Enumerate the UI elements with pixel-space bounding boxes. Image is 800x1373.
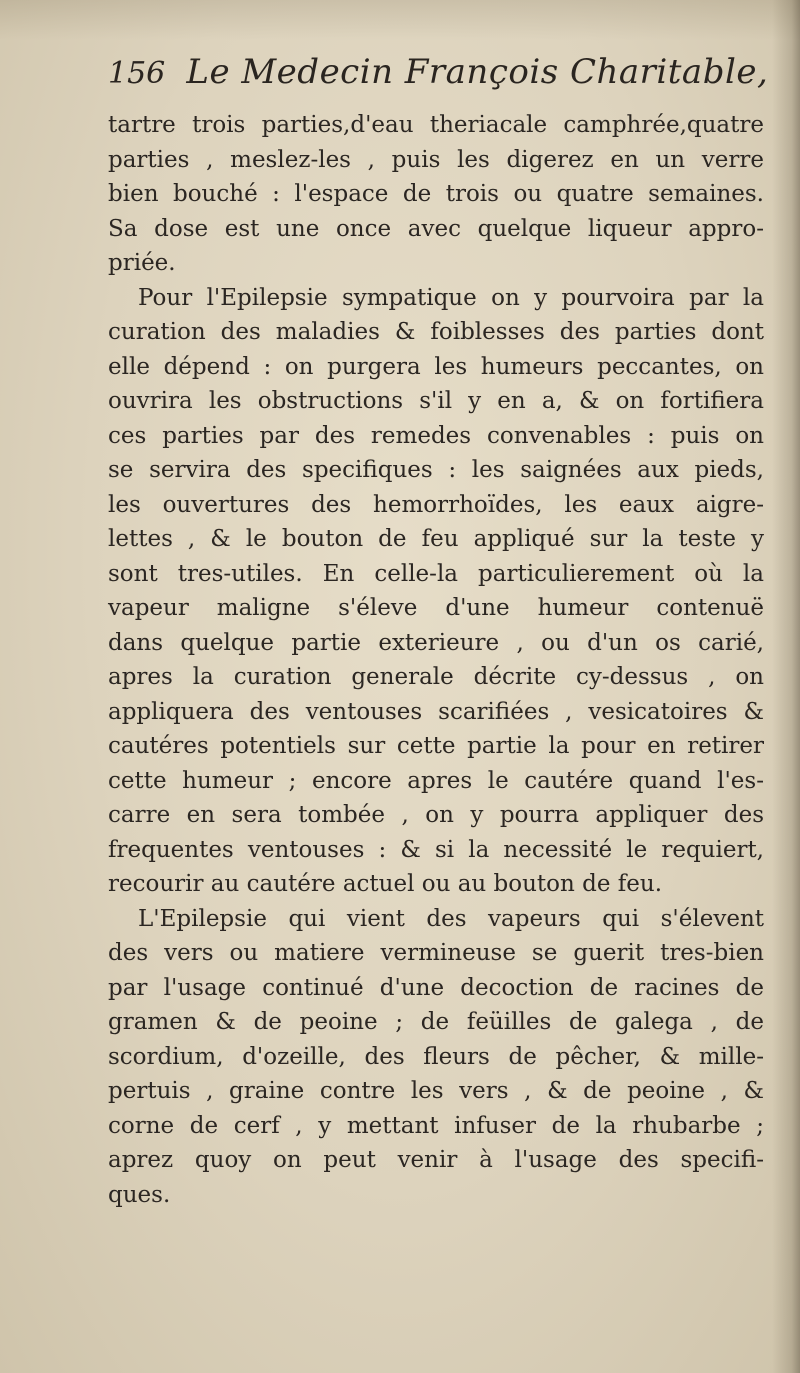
text-line: gramen & de peoine ; de feüilles de galega , de <box>108 1009 764 1035</box>
text-line: appliquera des ventouses scarifiées , vesicatoires & <box>108 698 764 725</box>
text-line: cautéres potentiels sur cette partie la pour en retirer <box>108 733 764 759</box>
text-line: par l'usage continué d'une decoction de racines de <box>108 974 764 1001</box>
page-header <box>108 52 769 104</box>
text-line: cette humeur ; encore apres le cautére quand l'es- <box>108 767 764 794</box>
text-line: dans quelque partie exterieure , ou d'un os carié, <box>108 629 764 656</box>
text-line: des vers ou matiere vermineuse se guerit tres-bien <box>108 940 764 966</box>
text-line: Sa dose est une once avec quelque liqueur appro- <box>108 215 764 242</box>
text-line: curation des maladies & foiblesses des parties dont <box>108 319 764 345</box>
body-text <box>108 108 764 1212</box>
text-line: pertuis , graine contre les vers , & de peoine , & <box>108 1078 764 1104</box>
text-line: aprez quoy on peut venir à l'usage des specifi- <box>108 1147 764 1173</box>
text-line: tartre trois parties,d'eau theriacale camphrée,quatre <box>108 112 764 138</box>
running-head: Le Medecin François Charitable, <box>186 52 769 92</box>
text-line: bien bouché : l'espace de trois ou quatre semaines. <box>108 181 764 207</box>
text-line: frequentes ventouses : & si la necessité le requiert, <box>108 836 764 863</box>
page-top-shadow <box>0 0 800 40</box>
text-line: se servira des specifiques : les saignées aux pieds, <box>108 457 764 483</box>
text-line: priée. <box>108 250 176 276</box>
text-line: ques. <box>108 1181 171 1208</box>
text-line: apres la curation generale décrite cy-dessus , on <box>108 664 764 690</box>
text-line: lettes , & le bouton de feu appliqué sur la teste y <box>108 526 764 552</box>
page-number: 156 <box>108 56 166 91</box>
text-line: les ouvertures des hemorrhoïdes, les eaux aigre- <box>108 491 764 518</box>
text-line: recourir au cautére actuel ou au bouton de feu. <box>108 871 663 897</box>
text-line: vapeur maligne s'éleve d'une humeur contenuë <box>108 595 764 621</box>
text-line: corne de cerf , y mettant infuser de la rhubarbe ; <box>108 1112 764 1139</box>
text-line: carre en sera tombée , on y pourra appliquer des <box>108 802 764 828</box>
text-line: parties , meslez-les , puis les digerez en un verre <box>108 146 764 173</box>
text-line: sont tres-utiles. En celle-la particulierement où la <box>108 560 764 587</box>
text-line: ouvrira les obstructions s'il y en a, & on fortifiera <box>108 388 764 414</box>
page-gutter-shadow <box>772 0 800 1373</box>
text-line: elle dépend : on purgera les humeurs peccantes, on <box>108 353 764 380</box>
text-line: Pour l'Epilepsie sympatique on y pourvoira par la <box>138 284 764 311</box>
text-line: ces parties par des remedes convenables : puis on <box>108 422 764 449</box>
text-line: scordium, d'ozeille, des fleurs de pêcher, & mille- <box>108 1043 764 1070</box>
text-line: L'Epilepsie qui vient des vapeurs qui s'élevent <box>138 905 764 932</box>
